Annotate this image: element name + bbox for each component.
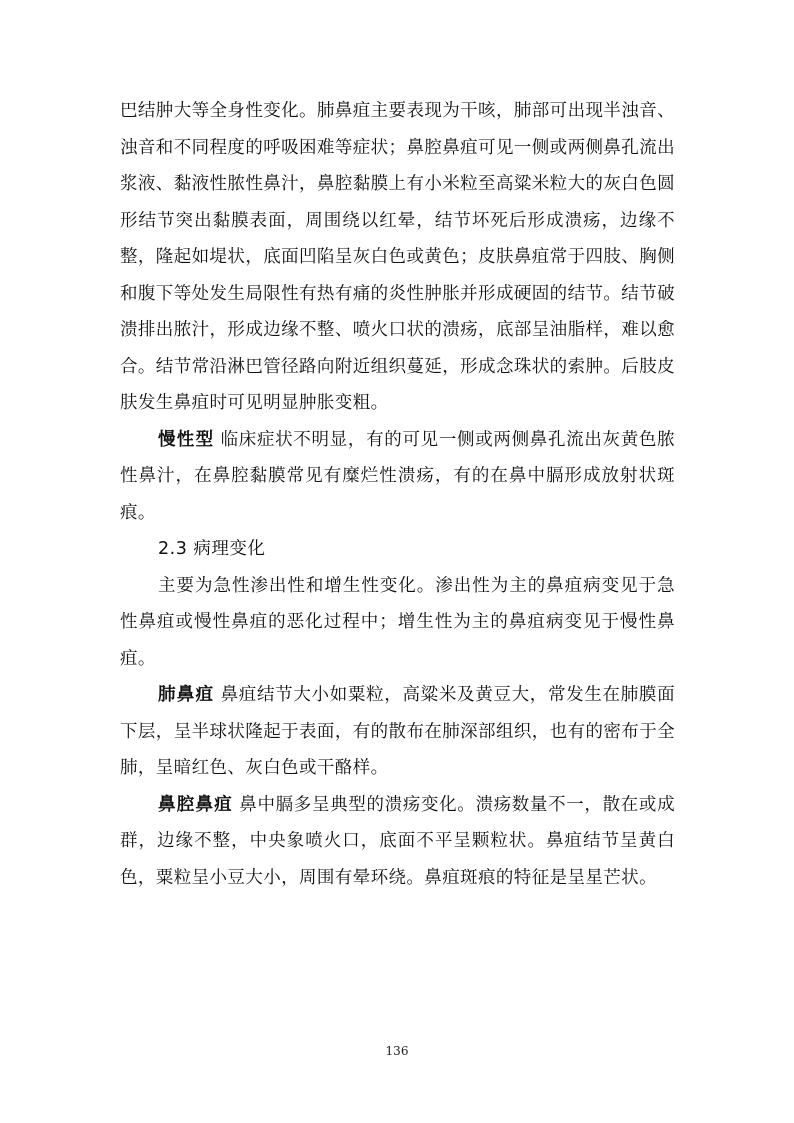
term-nasal-glanders: 鼻腔鼻疽 (158, 794, 234, 815)
section-heading-pathology: 2.3 病理变化 (158, 539, 266, 559)
paragraph-chronic-type (120, 422, 675, 532)
paragraph-pathology-overview: 主要为急性渗出性和增生性变化。渗出性为主的鼻疽病变见于急性鼻疽或慢性鼻疽的恶化过程中；增生性为主的鼻疽病变见于慢性鼻疽。 (120, 575, 675, 669)
paragraph-systemic-changes: 巴结肿大等全身性变化。肺鼻疽主要表现为干咳，肺部可出现半浊音、浊音和不同程度的呼吸困难等症状；鼻腔鼻疽可见一侧或两侧鼻孔流出浆液、黏液性脓性鼻汁，鼻腔黏膜上有小米粒至高粱米粒大的灰白色圆形结节突出黏膜表面，周围绕以红晕，结节坏死后形成溃疡，边缘不整，隆起如堤状，底面凹陷呈灰白色或黄色；皮肤鼻疽常于四肢、胸侧和腹下等处发生局限性有热有痛的炎性肿胀并形成硬固的结节。结节破溃排出脓汁，形成边缘不整、喷火口状的溃疡，底部呈油脂样，难以愈合。结节常沿淋巴管径路向附近组织蔓延，形成念珠状的索肿。后肢皮肤发生鼻疽时可见明显肿胀变粗。 (120, 101, 675, 413)
document-body (120, 93, 675, 896)
page-number: 136 (385, 1044, 409, 1058)
paragraph-nasal-glanders (120, 787, 675, 897)
lung-glanders-text: 鼻疽结节大小如粟粒，高粱米及黄豆大，常发生在肺膜面下层，呈半球状隆起于表面，有的散布在肺深部组织，也有的密布于全肺，呈暗红色、灰白色或干酪样。 (120, 685, 676, 778)
term-chronic-type: 慢性型 (158, 429, 215, 450)
nasal-glanders-text: 鼻中膈多呈典型的溃疡变化。溃疡数量不一，散在或成群，边缘不整，中央象喷火口，底面不平呈颗粒状。鼻疽结节呈黄白色，粟粒呈小豆大小，周围有晕环绕。鼻疽斑痕的特征是呈星芒状。 (120, 794, 675, 888)
paragraph-lung-glanders (120, 677, 675, 787)
term-lung-glanders: 肺鼻疽 (158, 685, 215, 705)
chronic-type-text: 临床症状不明显，有的可见一侧或两侧鼻孔流出灰黄色脓性鼻汁，在鼻腔黏膜常见有糜烂性溃疡，有的在鼻中膈形成放射状斑痕。 (120, 429, 676, 523)
